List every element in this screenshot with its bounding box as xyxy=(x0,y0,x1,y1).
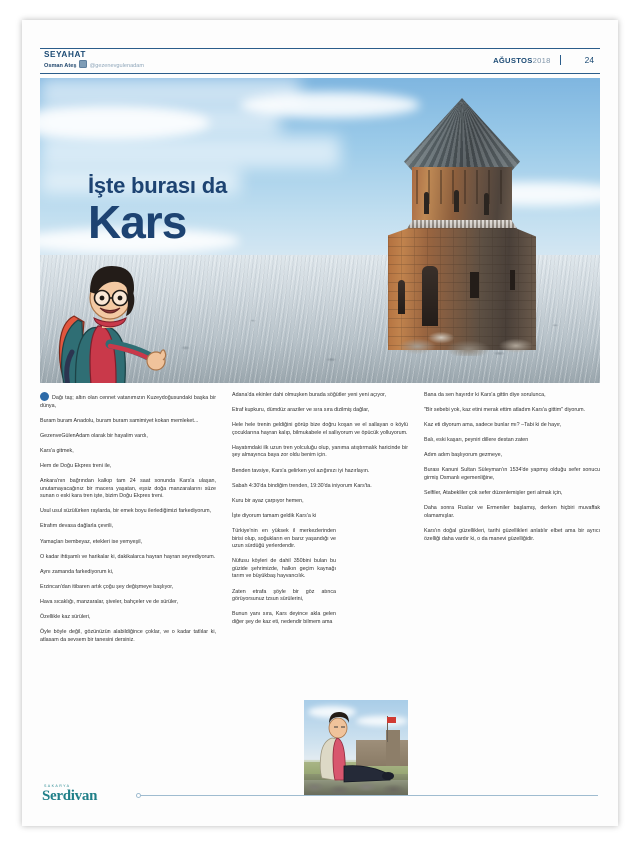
instagram-icon xyxy=(79,60,87,68)
footer-rule xyxy=(136,795,598,796)
paragraph: Öyle böyle değil, gözünüzün alabildiğince çoklar, ve o kadar tatlılar ki, atlasam da sevsem bir tanesini dersiniz. xyxy=(40,629,216,643)
paragraph: Kuru bir ayaz çarpıyor hemen, xyxy=(232,497,304,504)
paragraph: Kars'ın doğal güzellikleri, tarihi güzellikleri anlatılır elbet ama bir ayrıcı özelliği daha vardır ki, o da manevi güzelliğidir. xyxy=(424,527,600,542)
paragraph: Benden tavsiye, Kars'a gelirken yol azığınızı iyi hazırlayın. xyxy=(232,467,370,474)
paragraph: "Bir sebebi yok, kaz etini merak ettim atladım Kars'a gittim" diyorum. xyxy=(424,407,586,414)
paragraph: Kaz eti diyorum ama, sadece bunlar mı? –Tabi ki de hayır, xyxy=(424,422,562,429)
running-head-right xyxy=(493,55,600,65)
paragraph: Türkiye'nin en yüksek il merkezlerinden birisi olup, soğukların en barız yaşandığı ve uzun sürdüğü yerlerdendir. xyxy=(232,527,336,550)
paragraph: Yamaçları bembeyaz, etekleri ise yemyeşil, xyxy=(40,538,143,545)
byline-handle: @gezenevgulenadam xyxy=(89,63,145,69)
paragraph-text: Dağı taş; altın olan cennet vatanımızın Kuzeydoğusundaki başka bir dünya, xyxy=(40,395,216,409)
paragraph: Ankara'nın bağrından kalkıp tam 24 saat sonunda Kars'a ulaşan, unutamayacağınız bir macera yaşatan, eşsiz doğa manzaralarını süze sunan o eski kara tren işte, bizim Doğu Ekpres treni. xyxy=(40,478,216,500)
paragraph: Adım adım başlıyorum gezmeye, xyxy=(424,452,503,459)
paragraph: Bunun yanı sıra, Kars deyince akla gelen diğer şey de kaz eti, nedendir bilmem ama xyxy=(232,611,336,625)
paragraph: Zaten etrafa şöyle bir göz atınca görüyorsunuz tzsun sürülerini, xyxy=(232,588,336,603)
reclining-traveler xyxy=(304,700,408,796)
bullet-dot-icon xyxy=(40,392,49,401)
section-label: SEYAHAT xyxy=(44,50,86,59)
paragraph xyxy=(40,392,216,410)
paragraph: Kars'a gitmek, xyxy=(40,447,74,454)
paragraph: İşte diyorum tamam geldik Kars'a ki xyxy=(232,512,317,519)
paragraph: Adana'da ekinler dahi olmuşken burada söğütler yeni yeni açıyor, xyxy=(232,392,387,398)
church-niche xyxy=(398,280,405,314)
church-rubble xyxy=(380,322,550,356)
hero-photo xyxy=(40,78,600,383)
paragraph: Selfiler, Atabekliler çok sefer düzenlemişler geri almak için, xyxy=(424,490,563,497)
paragraph: Usul usul süzülürken raylarda, bir emek boyu ilerlediğimizi farkediyorum, xyxy=(40,508,212,515)
paragraph: Nüfusu köyleri de dahil 350bini bulan bu güzide şehrimizde, halkın geçim kaynağı tarım ve büyükbaş hayvancılık. xyxy=(232,558,336,580)
serdivan-logo xyxy=(42,784,97,804)
paragraph: Hayatımdaki ilk uzun tren yolculuğu olup, yanıma atıştırmalık haricinde bir şey almayınca baya zor oldu benim için. xyxy=(232,444,408,459)
paragraph: Etraf kupkuru, dümdüz araziler ve sıra sıra dizilmiş dağlar, xyxy=(232,407,370,414)
page-footer xyxy=(40,784,600,810)
logo-wordmark: Serdivan xyxy=(42,788,98,804)
article-columns xyxy=(40,392,600,790)
church-window xyxy=(470,272,479,298)
paragraph: GezenveGülenAdam olarak bir hayalim vardı, xyxy=(40,432,148,439)
church-roof-ribs xyxy=(404,98,520,172)
paragraph: Burası Kanuni Sultan Süleyman'ın 1534'de yapmış olduğu sefer sonucu girmiş Osmanlı egemenliğine, xyxy=(424,467,600,482)
issue-year: 2018 xyxy=(532,55,551,65)
running-head-left xyxy=(44,50,144,71)
paragraph: Etrafım devasa dağlarla çevrili, xyxy=(40,523,114,530)
traveler-illustration xyxy=(48,256,184,383)
article-column-3 xyxy=(424,392,600,790)
paragraph: O kadar ihtişamlı ve harikalar ki, dakikalarca hayran hayran seyrediyorum. xyxy=(40,553,216,560)
issue-month: AĞUSTOS xyxy=(493,55,533,65)
logo-subtitle: SAKARYA xyxy=(44,784,71,788)
paragraph: Bana da sen hayırdır ki Kars'a gittin diye sorulunca, xyxy=(424,392,546,398)
paragraph: Hele hele trenin geldiğini görüp bize doğru koşan ve el sallayan o köylü çocuklarına hayran kalıp, bilmukabele el sallıyorum ve öpücük yolluyorum. xyxy=(232,422,408,436)
paragraph: Özellikle kaz sürüleri, xyxy=(40,614,91,620)
cloud-shape xyxy=(40,106,280,136)
cloud-shape xyxy=(40,136,340,168)
church-drum-window xyxy=(424,192,429,214)
church-drum-window xyxy=(454,190,459,212)
page-title xyxy=(88,174,227,246)
church-niche xyxy=(422,266,438,326)
article-column-1 xyxy=(40,392,216,790)
page-number: 24 xyxy=(560,55,600,65)
article-column-2 xyxy=(232,392,408,790)
paragraph: Aynı zamanda farkediyorum ki, xyxy=(40,568,114,575)
church-window xyxy=(510,270,515,290)
headline-title: Kars xyxy=(88,196,187,248)
paragraph: Erzincan'dan itibaren artık çoğu şey değişmeye başlıyor, xyxy=(40,583,174,590)
church-drum-window xyxy=(484,193,489,215)
paragraph: Hava sıcaklığı, manzaralar, şiveler, bahçeler ve de sürüler, xyxy=(40,598,179,605)
inset-photo xyxy=(304,700,408,796)
page-sheet xyxy=(22,20,618,826)
running-head xyxy=(40,48,600,74)
paragraph: Sabah 4:30'da bindiğim trenden, 19:30'da iniyorum Kars'ta. xyxy=(232,482,372,489)
issue-date xyxy=(493,56,560,65)
ani-church-illustration xyxy=(362,94,562,374)
headline-kicker: İşte burası da xyxy=(88,173,228,198)
paragraph: Balı, eski kaşarı, peyniri dillere destan zaten xyxy=(424,437,529,444)
paragraph: Hem de Doğu Ekpres treni ile, xyxy=(40,462,112,469)
paragraph: Buram buram Anadolu, buram buram samimiyet kokan memleket... xyxy=(40,417,199,424)
byline xyxy=(44,60,144,71)
paragraph: Daha sonra Ruslar ve Ermeniler başlamış, derken hiçbiri muvaffak olamamışlar. xyxy=(424,505,600,519)
byline-author: Osman Ateş xyxy=(44,63,77,69)
